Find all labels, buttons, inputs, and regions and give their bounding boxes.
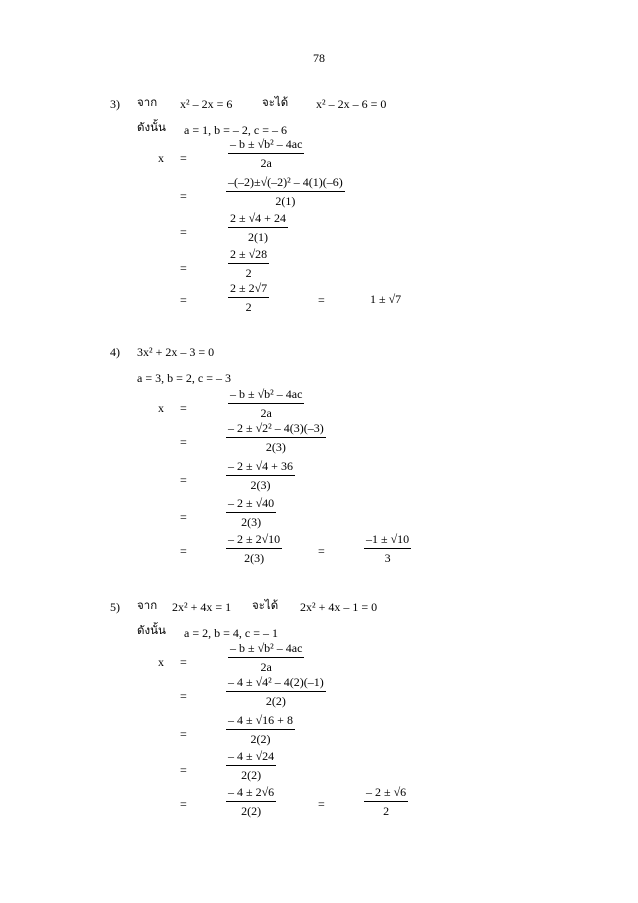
fraction-numerator: – 4 ± √16 + 8: [226, 714, 295, 730]
problem-number: 5): [110, 600, 120, 614]
equals-sign: =: [180, 151, 187, 165]
standard-equation: 2x² + 4x – 1 = 0: [300, 600, 378, 614]
equals-sign: =: [180, 225, 187, 239]
equals-sign: =: [180, 727, 187, 741]
from-label: จาก: [137, 598, 158, 612]
final-answer: [364, 786, 408, 817]
fraction-numerator: – b ± √b² – 4ac: [228, 642, 304, 658]
quadratic-formula: [228, 642, 304, 673]
fraction-numerator: 2 ± √4 + 24: [228, 212, 288, 228]
fraction-numerator: – 4 ± √4² – 4(2)(–1): [226, 676, 326, 692]
fraction-denominator: 2(3): [265, 439, 286, 454]
equals-sign: =: [180, 293, 187, 307]
fraction-denominator: 2(1): [275, 193, 296, 208]
equals-sign: =: [180, 689, 187, 703]
step-1-fraction: [226, 422, 326, 453]
final-answer: [364, 533, 411, 564]
equals-sign: =: [180, 655, 187, 669]
fraction-denominator: 2a: [260, 155, 272, 170]
equals-sign: =: [318, 544, 325, 558]
fraction-numerator: –1 ± √10: [364, 533, 411, 549]
quadratic-formula: [228, 138, 304, 169]
equals-sign: =: [180, 189, 187, 203]
problem-number: 4): [110, 345, 120, 359]
step-4-fraction: [226, 533, 282, 564]
fraction-numerator: 2 ± √28: [228, 248, 269, 264]
from-label: จาก: [137, 95, 158, 109]
quadratic-formula: [228, 388, 304, 419]
step-1-fraction: [226, 176, 345, 207]
fraction-numerator: – 4 ± 2√6: [226, 786, 276, 802]
page-number: 78: [313, 51, 325, 65]
equals-sign: =: [180, 763, 187, 777]
x-label: x: [158, 655, 164, 669]
fraction-denominator: 2(1): [247, 229, 268, 244]
step-2-fraction: [228, 212, 288, 243]
x-label: x: [158, 151, 164, 165]
step-2-fraction: [226, 460, 295, 491]
fraction-denominator: 2: [245, 299, 252, 314]
fraction-denominator: 2: [383, 803, 390, 818]
equals-sign: =: [180, 261, 187, 275]
hence-label: ดังนั้น: [137, 623, 166, 637]
fraction-denominator: 2(3): [250, 477, 271, 492]
equals-sign: =: [180, 401, 187, 415]
fraction-denominator: 2(3): [244, 550, 265, 565]
standard-equation: x² – 2x – 6 = 0: [316, 97, 387, 111]
fraction-denominator: 2(2): [265, 693, 286, 708]
therefore-label: จะได้: [262, 95, 289, 109]
fraction-denominator: 2a: [260, 659, 272, 674]
therefore-label: จะได้: [252, 598, 279, 612]
fraction-numerator: – b ± √b² – 4ac: [228, 388, 304, 404]
equals-sign: =: [318, 797, 325, 811]
step-3-fraction: [228, 248, 269, 279]
step-4-fraction: [228, 282, 269, 313]
fraction-numerator: 2 ± 2√7: [228, 282, 269, 298]
given-equation: 3x² + 2x – 3 = 0: [137, 345, 215, 359]
final-answer: 1 ± √7: [370, 292, 402, 306]
fraction-denominator: 3: [384, 550, 391, 565]
problem-number: 3): [110, 97, 120, 111]
step-3-fraction: [226, 497, 276, 528]
fraction-denominator: 2a: [260, 405, 272, 420]
fraction-numerator: – 2 ± √6: [364, 786, 408, 802]
coefficients: a = 2, b = 4, c = – 1: [184, 626, 278, 640]
step-4-fraction: [226, 786, 276, 817]
fraction-numerator: – 2 ± 2√10: [226, 533, 282, 549]
fraction-numerator: – 2 ± √4 + 36: [226, 460, 295, 476]
fraction-numerator: – b ± √b² – 4ac: [228, 138, 304, 154]
fraction-denominator: 2(2): [241, 767, 262, 782]
fraction-numerator: –(–2)±√(–2)² – 4(1)(–6): [226, 176, 345, 192]
equals-sign: =: [180, 510, 187, 524]
fraction-numerator: – 2 ± √2² – 4(3)(–3): [226, 422, 326, 438]
equals-sign: =: [180, 544, 187, 558]
equals-sign: =: [318, 293, 325, 307]
given-equation: x² – 2x = 6: [180, 97, 233, 111]
coefficients: a = 3, b = 2, c = – 3: [137, 371, 231, 385]
x-label: x: [158, 401, 164, 415]
fraction-numerator: – 4 ± √24: [226, 750, 276, 766]
equals-sign: =: [180, 797, 187, 811]
step-2-fraction: [226, 714, 295, 745]
fraction-denominator: 2(2): [241, 803, 262, 818]
fraction-denominator: 2: [245, 265, 252, 280]
coefficients: a = 1, b = – 2, c = – 6: [184, 123, 287, 137]
given-equation: 2x² + 4x = 1: [172, 600, 232, 614]
fraction-denominator: 2(2): [250, 731, 271, 746]
fraction-denominator: 2(3): [241, 514, 262, 529]
fraction-numerator: – 2 ± √40: [226, 497, 276, 513]
equals-sign: =: [180, 473, 187, 487]
equals-sign: =: [180, 435, 187, 449]
step-3-fraction: [226, 750, 276, 781]
hence-label: ดังนั้น: [137, 120, 166, 134]
step-1-fraction: [226, 676, 326, 707]
